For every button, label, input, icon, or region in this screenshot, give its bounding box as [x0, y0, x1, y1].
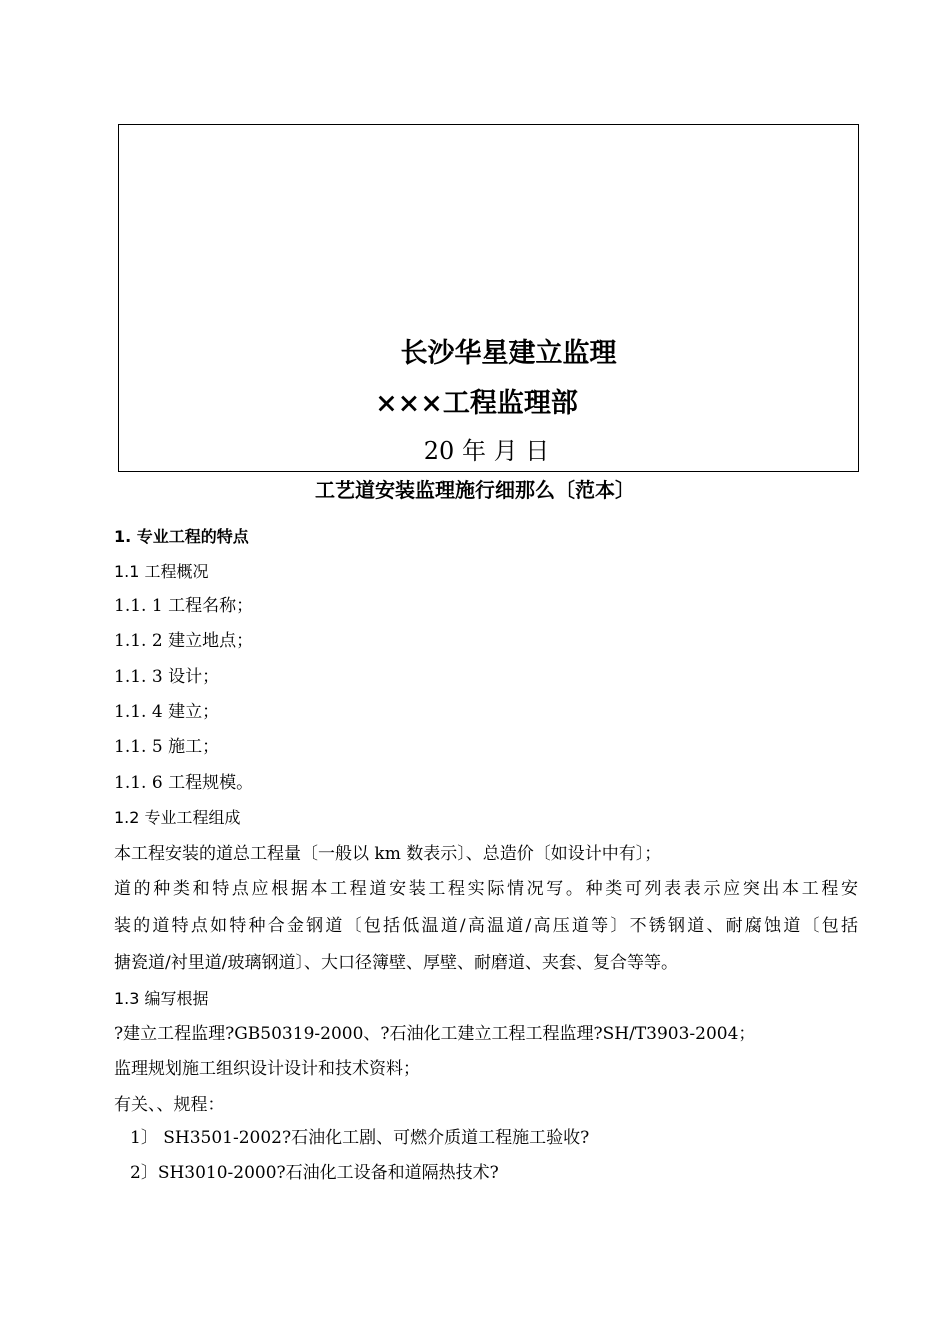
- composition-line: 装的道特点如特种合金钢道〔包括低温道/高温道/高压道等〕不锈钢道、耐腐蚀道〔包括: [114, 916, 858, 936]
- cover-department: ×××工程监理部: [375, 388, 578, 419]
- composition-line: 本工程安装的道总工程量〔一般以 km 数表示〕、总造价〔如设计中有〕；: [114, 844, 662, 864]
- basis-line: 有关、、规程：: [114, 1095, 225, 1115]
- section-1-2-heading: 1.2 专业工程组成: [114, 808, 241, 827]
- composition-line: 搪瓷道/衬里道/玻璃钢道〕、大口径簿壁、厚壁、耐磨道、夹套、复合等等。: [114, 953, 678, 973]
- overview-item: 1.1. 2 建立地点；: [114, 631, 254, 651]
- basis-line: ?建立工程监理?GB50319-2000、?石油化工建立工程工程监理?SH/T3903-2004；: [114, 1024, 756, 1044]
- cover-box: [118, 124, 859, 472]
- standard-item: 1〕 SH3501-2002?石油化工剧、可燃介质道工程施工验收?: [130, 1128, 590, 1148]
- basis-line: 监理规划施工组织设计设计和技术资料；: [114, 1059, 420, 1079]
- section-1-heading: 1. 专业工程的特点: [114, 527, 249, 546]
- overview-item: 1.1. 3 设计；: [114, 667, 220, 687]
- overview-item: 1.1. 5 施工；: [114, 737, 220, 757]
- section-1-3-heading: 1.3 编写根据: [114, 989, 209, 1008]
- standard-item: 2〕SH3010-2000?石油化工设备和道隔热技术?: [130, 1163, 499, 1183]
- cover-date: 20 年 月 日: [423, 437, 550, 465]
- document-title: 工艺道安装监理施行细那么〔范本〕: [315, 478, 635, 502]
- cover-company-name: 长沙华星建立监理: [400, 338, 617, 369]
- overview-item: 1.1. 4 建立；: [114, 702, 220, 722]
- overview-item: 1.1. 6 工程规模。: [114, 773, 254, 793]
- section-1-1-heading: 1.1 工程概况: [114, 562, 209, 581]
- overview-item: 1.1. 1 工程名称；: [114, 596, 254, 616]
- composition-line: 道的种类和特点应根据本工程道安装工程实际情况写。种类可列表表示应突出本工程安: [114, 879, 858, 899]
